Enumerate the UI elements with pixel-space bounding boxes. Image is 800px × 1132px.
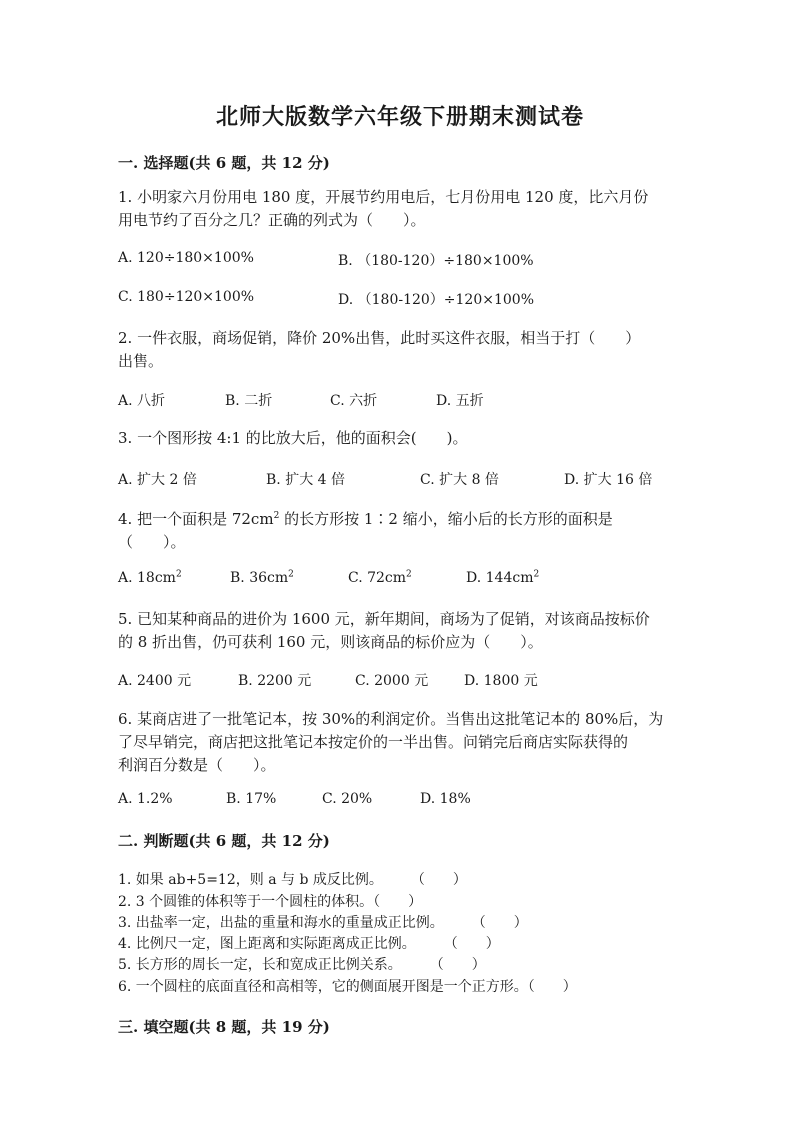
page-title: 北师大版数学六年级下册期末测试卷: [215, 104, 584, 130]
question-3-option-b: B. 扩大 4 倍: [266, 472, 345, 488]
superscript-2: 2: [273, 511, 280, 521]
question-6-line-1: 6. 某商店进了一批笔记本，按 30%的利润定价。当售出这批笔记本的 80%后，为: [118, 710, 664, 728]
question-4-option-d: D. $144cm^2$: [466, 569, 540, 586]
question-6-line-3: 利润百分数是（ ）。: [118, 756, 276, 774]
question-2-option-b: B. 二折: [225, 393, 273, 409]
question-6-option-a: A. 1.2%: [118, 791, 173, 807]
question-2-line-1: 2. 一件衣服，商场促销，降价 20%出售，此时买这件衣服，相当于打（ ）: [118, 329, 641, 347]
judge-item-3: 3. 出盐率一定，出盐的重量和海水的重量成正比例。 （ ）: [118, 915, 528, 931]
question-5-option-c: C. 2000 元: [355, 673, 429, 689]
question-1-option-d: D. （180-120）÷120×100%: [338, 292, 535, 308]
question-2-line-2: 出售。: [118, 352, 164, 370]
question-5-option-a: A. 2400 元: [118, 673, 192, 689]
question-4-option-b: B. $36cm^2$: [230, 569, 294, 586]
question-4-option-c: C. $72cm^2$: [348, 569, 412, 586]
question-1-line-1: 1. 小明家六月份用电 180 度，开展节约用电后，七月份用电 120 度，比六月份: [118, 188, 649, 206]
question-3-line-1: 3. 一个图形按 4:1 的比放大后，他的面积会( )。: [118, 429, 468, 447]
question-3-option-c: C. 扩大 8 倍: [420, 472, 499, 488]
question-5-line-1: 5. 已知某种商品的进价为 1600 元，新年期间，商场为了促销，对该商品按标价: [118, 610, 650, 628]
question-2-option-c: C. 六折: [330, 393, 378, 409]
question-3-option-a: A. 扩大 2 倍: [118, 472, 197, 488]
question-6-line-2: 了尽早销完，商店把这批笔记本按定价的一半出售。问销完后商店实际获得的: [118, 733, 629, 751]
question-3-option-d: D. 扩大 16 倍: [564, 472, 653, 488]
question-4-line-2: （ ）。: [118, 533, 186, 551]
question-5-option-b: B. 2200 元: [238, 673, 312, 689]
judge-item-6: 6. 一个圆柱的底面直径和高相等，它的侧面展开图是一个正方形。（ ）: [118, 979, 577, 995]
question-2-option-a: A. 八折: [118, 393, 166, 409]
section-heading-choice: 一. 选择题(共 6 题，共 12 分): [118, 154, 330, 172]
question-1-line-2: 用电节约了百分之几？正确的列式为（ ）。: [118, 211, 426, 229]
question-6-option-c: C. 20%: [322, 791, 373, 807]
question-4-option-a: A. $18cm^2$: [118, 569, 182, 586]
judge-item-4: 4. 比例尺一定，图上距离和实际距离成正比例。 （ ）: [118, 936, 500, 952]
question-1-option-b: B. （180-120）÷180×100%: [338, 253, 534, 269]
question-6-option-d: D. 18%: [420, 791, 471, 807]
section-heading-judge: 二. 判断题(共 6 题，共 12 分): [118, 832, 330, 850]
question-4-line-1: [118, 508, 613, 530]
judge-item-5: 5. 长方形的周长一定，长和宽成正比例关系。 （ ）: [118, 957, 486, 973]
question-4-text-b: 的长方形按 1∶2 缩小，缩小后的长方形的面积是: [279, 510, 613, 528]
question-5-option-d: D. 1800 元: [464, 673, 538, 689]
question-2-option-d: D. 五折: [436, 393, 484, 409]
question-5-line-2: 的 8 折出售，仍可获利 160 元，则该商品的标价应为（ ）。: [118, 633, 543, 651]
question-4-text-a: 4. 把一个面积是 72cm: [118, 510, 274, 528]
judge-item-2: 2. 3 个圆锥的体积等于一个圆柱的体积。（ ）: [118, 894, 423, 910]
question-6-option-b: B. 17%: [226, 791, 277, 807]
question-1-option-a: A. 120÷180×100%: [118, 250, 254, 266]
section-heading-fill: 三. 填空题(共 8 题，共 19 分): [118, 1018, 330, 1036]
judge-item-1: 1. 如果 ab+5=12，则 a 与 b 成反比例。 （ ）: [118, 872, 467, 888]
question-1-option-c: C. 180÷120×100%: [118, 289, 255, 305]
